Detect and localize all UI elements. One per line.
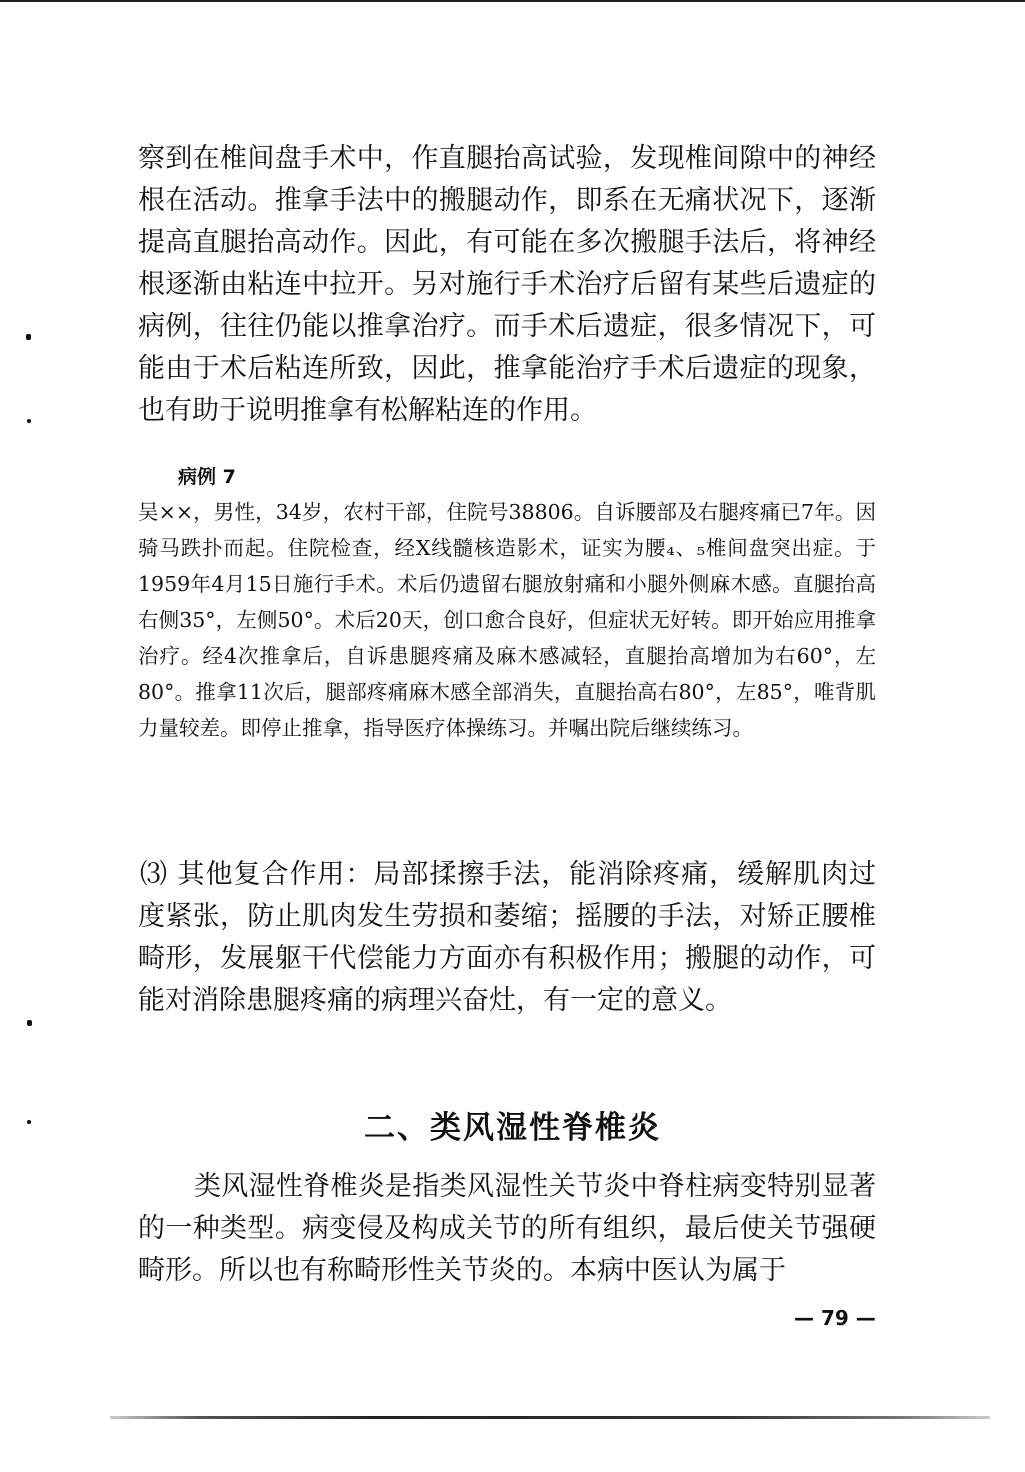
paragraph-intro: 察到在椎间盘手术中，作直腿抬高试验，发现椎间隙中的神经根在活动。推拿手法中的搬腿动作，即系在无痛状况下，逐渐提高直腿抬高动作。因此，有可能在多次搬腿手法后，将神经根逐渐由粘连中拉开。另对施行手术治疗后留有某些后遗症的病例，往往仍能以推拿治疗。而手术后遗症，很多情况下，可能由于术后粘连所致，因此，推拿能治疗手术后遗症的现象，也有助于说明推拿有松解粘连的作用。 xyxy=(138,143,876,426)
margin-speck xyxy=(27,419,31,423)
page-number: — 79 — xyxy=(794,1306,876,1330)
bottom-scan-edge xyxy=(110,1416,990,1419)
paragraph-section-intro: 类风湿性脊椎炎是指类风湿性关节炎中脊柱病变特别显著的一种类型。病变侵及构成关节的所有组织，最后使关节强硬畸形。所以也有称畸形性关节炎的。本病中医认为属于 xyxy=(138,1171,876,1286)
paragraph-other-effects: ⑶ 其他复合作用：局部揉擦手法，能消除疼痛，缓解肌肉过度紧张，防止肌肉发生劳损和萎缩；摇腰的手法，对矫正腰椎畸形，发展躯干代偿能力方面亦有积极作用；搬腿的动作，可能对消除患腿疼痛的病理兴奋灶，有一定的意义。 xyxy=(138,859,876,1016)
section-heading: 二、类风湿性脊椎炎 xyxy=(364,1110,661,1146)
case-title: 病例 7 xyxy=(178,466,236,488)
margin-speck xyxy=(27,1020,32,1026)
margin-speck xyxy=(26,334,31,340)
case-report-paragraph: 吴××，男性，34岁，农村干部，住院号38806。自诉腰部及右腿疼痛已7年。因骑马跌扑而起。住院检查，经X线髓核造影术，证实为腰₄、₅椎间盘突出症。于1959年4月15日施行手术。术后仍遗留右腿放射痛和小腿外侧麻木感。直腿抬高右侧35°，左侧50°。术后20天，创口愈合良好，但症状无好转。即开始应用推拿治疗。经4次推拿后，自诉患腿疼痛及麻木感减轻，直腿抬高增加为右60°，左80°。推拿11次后，腿部疼痛麻木感全部消失，直腿抬高右80°，左85°，唯背肌力量较差。即停止推拿，指导医疗体操练习。并嘱出院后继续练习。 xyxy=(138,500,876,740)
top-border-rule xyxy=(0,0,1025,2)
